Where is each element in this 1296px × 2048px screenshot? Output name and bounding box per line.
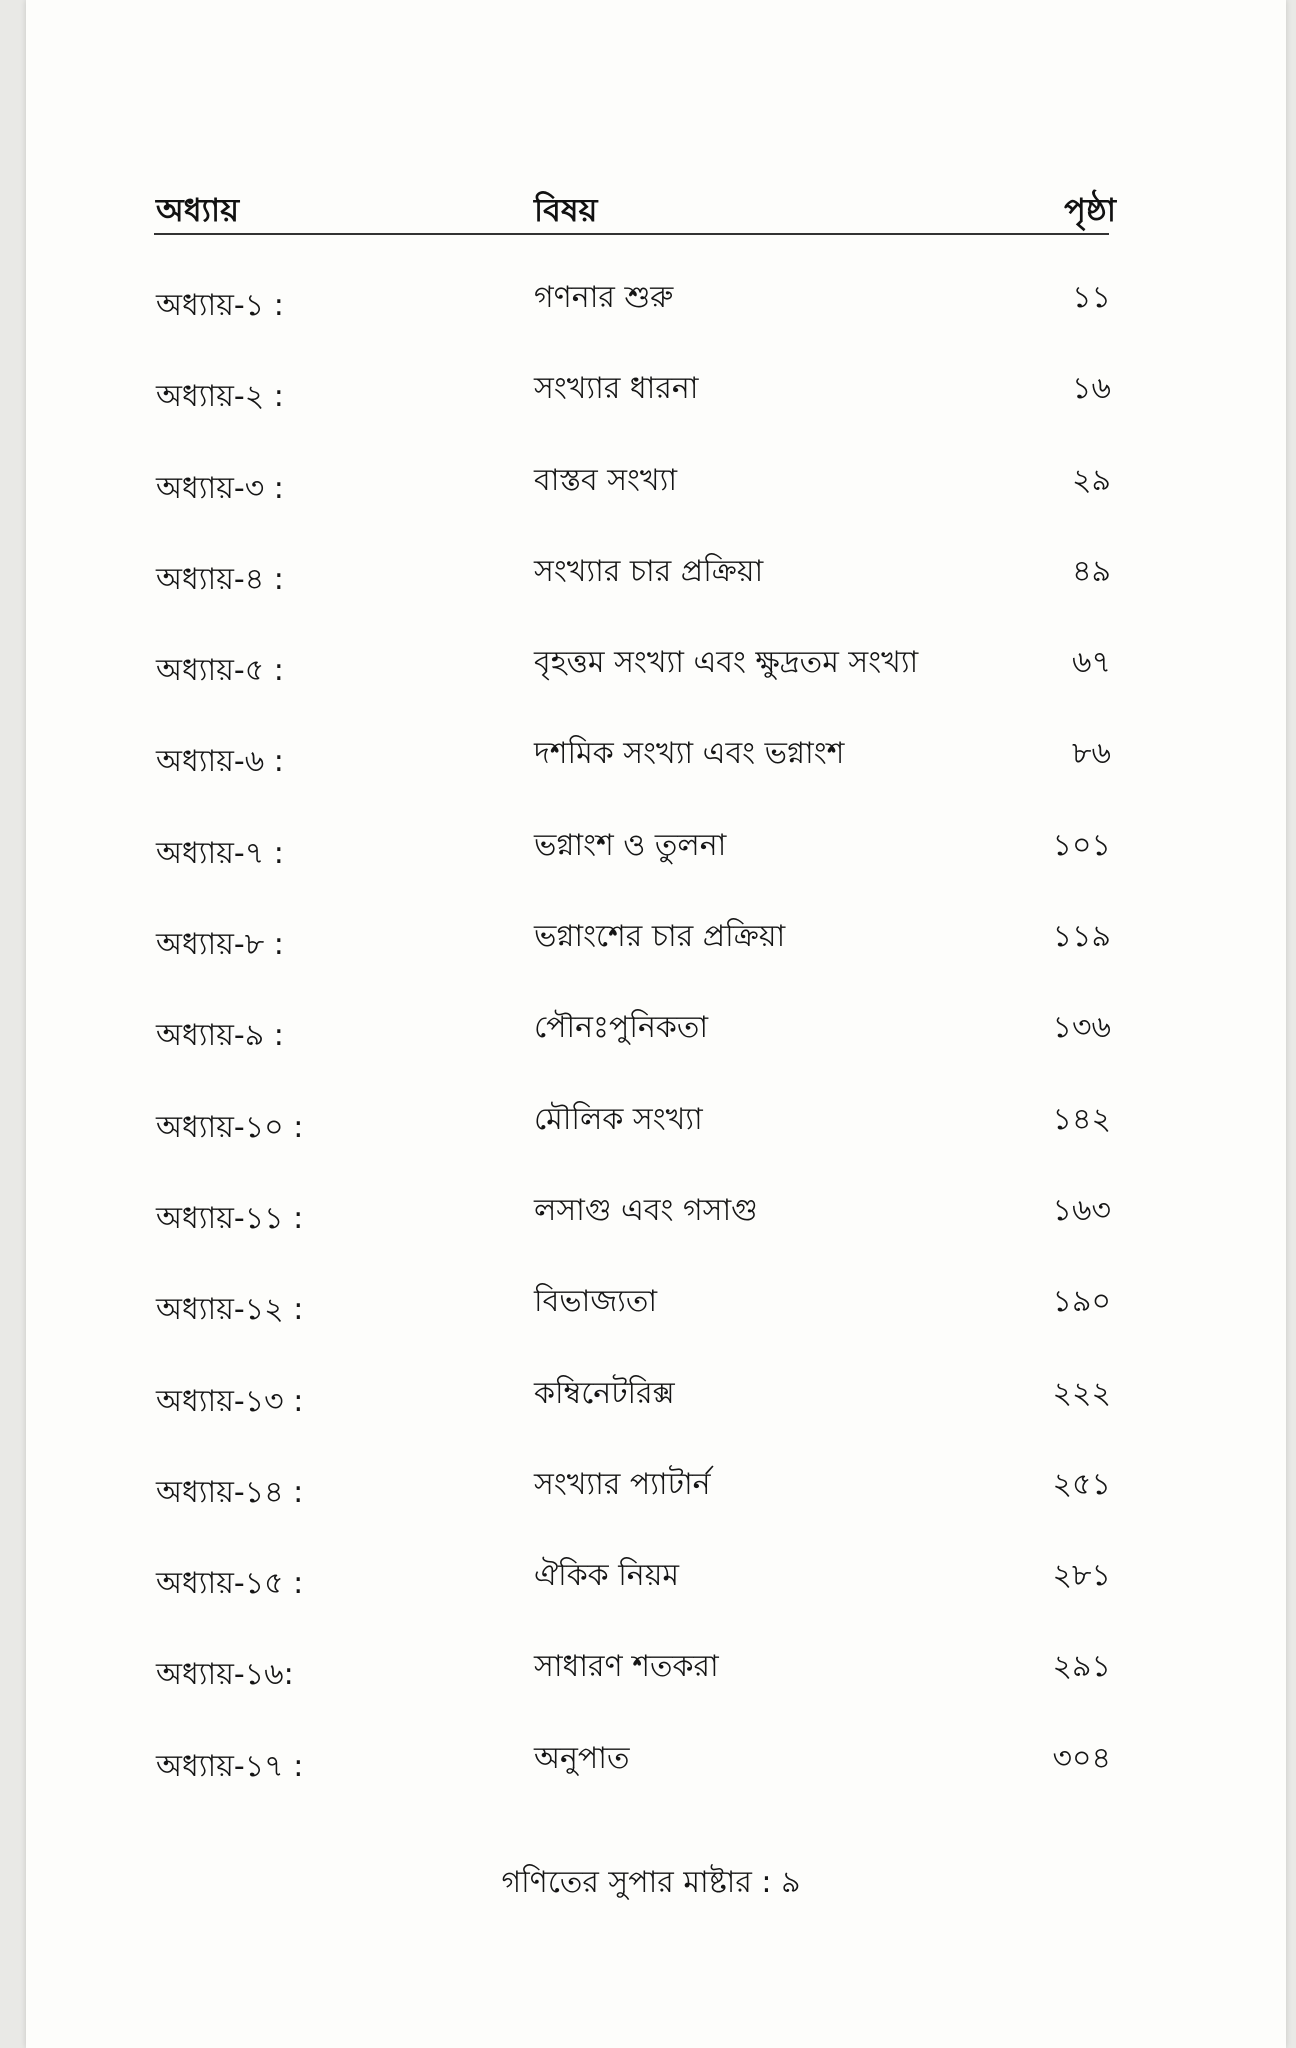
chapter-subject: অনুপাত <box>534 1740 630 1776</box>
chapter-page-number: ৩০৪ <box>1052 1740 1111 1776</box>
chapter-page-number: ৬৭ <box>1071 645 1111 681</box>
toc-row <box>26 917 1286 1008</box>
toc-row <box>26 1739 1286 1830</box>
book-page <box>26 0 1286 2048</box>
chapter-label: অধ্যায়-৫ : <box>156 653 284 689</box>
chapter-label: অধ্যায়-৪ : <box>156 561 284 597</box>
chapter-page-number: ২৯১ <box>1052 1649 1111 1685</box>
chapter-label: অধ্যায়-২ : <box>156 379 284 415</box>
chapter-label: অধ্যায়-৯ : <box>156 1018 284 1054</box>
chapter-page-number: ১৪২ <box>1052 1101 1111 1137</box>
chapter-page-number: ৪৯ <box>1072 553 1111 589</box>
header-subject: বিষয় <box>534 191 598 229</box>
toc-row <box>26 734 1286 825</box>
page-footer <box>26 1858 1286 1909</box>
chapter-page-number: ২৫১ <box>1052 1466 1111 1502</box>
chapter-label: অধ্যায়-১৩ : <box>156 1383 304 1419</box>
toc-rows <box>26 278 1286 1830</box>
toc-row <box>26 552 1286 643</box>
chapter-subject: বাস্তব সংখ্যা <box>534 462 678 498</box>
chapter-page-number: ১৩৬ <box>1052 1010 1111 1046</box>
chapter-subject: সংখ্যার ধারনা <box>534 371 699 407</box>
chapter-label: অধ্যায়-১ : <box>156 288 284 323</box>
chapter-page-number: ১৬ <box>1072 371 1111 407</box>
toc-row <box>26 278 1286 369</box>
chapter-subject: সংখ্যার প্যাটার্ন <box>534 1466 711 1502</box>
toc-row <box>26 1465 1286 1556</box>
header-chapter: অধ্যায় <box>156 191 240 229</box>
chapter-page-number: ১৬৩ <box>1052 1192 1111 1228</box>
toc-row <box>26 643 1286 734</box>
toc-row <box>26 1008 1286 1099</box>
header-divider <box>154 233 1109 235</box>
chapter-subject: ভগ্নাংশ ও তুলনা <box>534 827 727 863</box>
chapter-subject: লসাগু এবং গসাগু <box>534 1192 758 1228</box>
chapter-subject: ঐকিক নিয়ম <box>534 1558 680 1594</box>
toc-row <box>26 461 1286 552</box>
toc-row <box>26 369 1286 460</box>
chapter-page-number: ২২২ <box>1052 1375 1111 1411</box>
chapter-page-number: ১৯০ <box>1052 1284 1111 1320</box>
chapter-label: অধ্যায়-৬ : <box>156 744 284 780</box>
chapter-subject: মৌলিক সংখ্যা <box>534 1101 703 1137</box>
chapter-subject: বৃহত্তম সংখ্যা এবং ক্ষুদ্রতম সংখ্যা <box>534 645 919 681</box>
chapter-label: অধ্যায়-৩ : <box>156 470 284 506</box>
chapter-subject: বিভাজ্যতা <box>534 1284 658 1320</box>
chapter-label: অধ্যায়-১২ : <box>156 1292 304 1328</box>
toc-row <box>26 1647 1286 1738</box>
chapter-page-number: ২৯ <box>1072 462 1111 498</box>
chapter-page-number: ১১৯ <box>1052 919 1111 955</box>
chapter-subject: পৌনঃপুনিকতা <box>534 1010 709 1046</box>
toc-row <box>26 1282 1286 1373</box>
chapter-label: অধ্যায়-১৬: <box>156 1657 294 1693</box>
toc-row <box>26 826 1286 917</box>
chapter-label: অধ্যায়-১০ : <box>156 1109 304 1145</box>
toc-row <box>26 1374 1286 1465</box>
chapter-label: অধ্যায়-১৪ : <box>156 1474 304 1510</box>
header-page: পৃষ্ঠা <box>1064 191 1116 229</box>
chapter-page-number: ৮৬ <box>1072 736 1111 772</box>
chapter-label: অধ্যায়-৮ : <box>156 927 284 963</box>
toc-row <box>26 1191 1286 1282</box>
chapter-label: অধ্যায়-১৭ : <box>156 1748 304 1784</box>
footer-text: গণিতের সুপার মাষ্টার : ৯ <box>501 1865 801 1900</box>
chapter-label: অধ্যায়-৭ : <box>156 835 284 871</box>
chapter-subject: সংখ্যার চার প্রক্রিয়া <box>534 553 764 589</box>
chapter-subject: গণনার শুরু <box>534 280 674 315</box>
chapter-label: অধ্যায়-১৫ : <box>156 1566 304 1602</box>
chapter-page-number: ১১ <box>1072 280 1111 315</box>
chapter-subject: ভগ্নাংশের চার প্রক্রিয়া <box>534 919 786 955</box>
chapter-subject: দশমিক সংখ্যা এবং ভগ্নাংশ <box>534 736 845 772</box>
toc-row <box>26 1556 1286 1647</box>
toc-header <box>26 185 1286 245</box>
chapter-subject: সাধারণ শতকরা <box>534 1649 719 1685</box>
chapter-page-number: ১০১ <box>1052 827 1111 863</box>
toc-row <box>26 1100 1286 1191</box>
chapter-label: অধ্যায়-১১ : <box>156 1200 304 1236</box>
chapter-subject: কম্বিনেটরিক্স <box>534 1375 675 1411</box>
chapter-page-number: ২৮১ <box>1052 1558 1111 1594</box>
